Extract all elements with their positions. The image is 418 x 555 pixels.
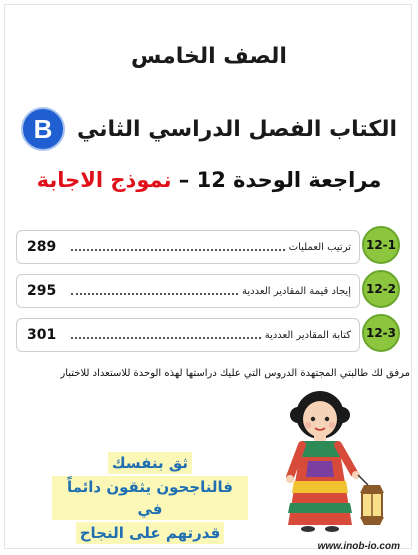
lesson-item [16, 270, 400, 306]
lesson-item [16, 226, 400, 262]
lesson-label: كتابة المقادير العددية [264, 329, 351, 341]
lesson-number-badge: 12-3 [362, 314, 400, 352]
motivation-line: ثق بنفسك [108, 452, 192, 474]
motivation-line: فالناجحون يثقون دائماً في [52, 476, 248, 520]
book-title-row [0, 106, 418, 152]
grade-title: الصف الخامس [131, 44, 287, 69]
dot-leader [71, 337, 261, 339]
lesson-page: 295 [27, 283, 57, 299]
motivation-line: قدرتهم على النجاح [76, 522, 225, 544]
girl-with-lantern-illustration [280, 385, 392, 535]
review-title-prefix: مراجعة الوحدة 12 – [178, 168, 382, 192]
lesson-label: ترتيب العمليات [288, 241, 351, 253]
book-badge: B [21, 107, 65, 151]
lesson-bar [16, 274, 360, 308]
lesson-list [16, 226, 400, 358]
review-title-suffix: نموذج الاجابة [36, 168, 172, 192]
dot-leader [71, 249, 285, 251]
motivation-quote [52, 452, 248, 546]
lesson-number-badge: 12-1 [362, 226, 400, 264]
lesson-page: 301 [27, 327, 57, 343]
lesson-label: إيجاد قيمة المقادير العددية [242, 285, 351, 297]
lesson-bar [16, 318, 360, 352]
review-title [0, 168, 418, 192]
lesson-item [16, 314, 400, 350]
website-footer[interactable]: www.inob-io.com [317, 541, 400, 552]
lesson-bar [16, 230, 360, 264]
lesson-page: 289 [27, 239, 57, 255]
lesson-number-badge: 12-2 [362, 270, 400, 308]
book-title: الكتاب الفصل الدراسي الثاني [76, 116, 398, 142]
study-note: مرفق لك طالبتي المجتهدة الدروس التي عليك دراستها لهذه الوحدة للاستعداد للاختبار [60, 368, 410, 379]
dot-leader [71, 293, 238, 295]
